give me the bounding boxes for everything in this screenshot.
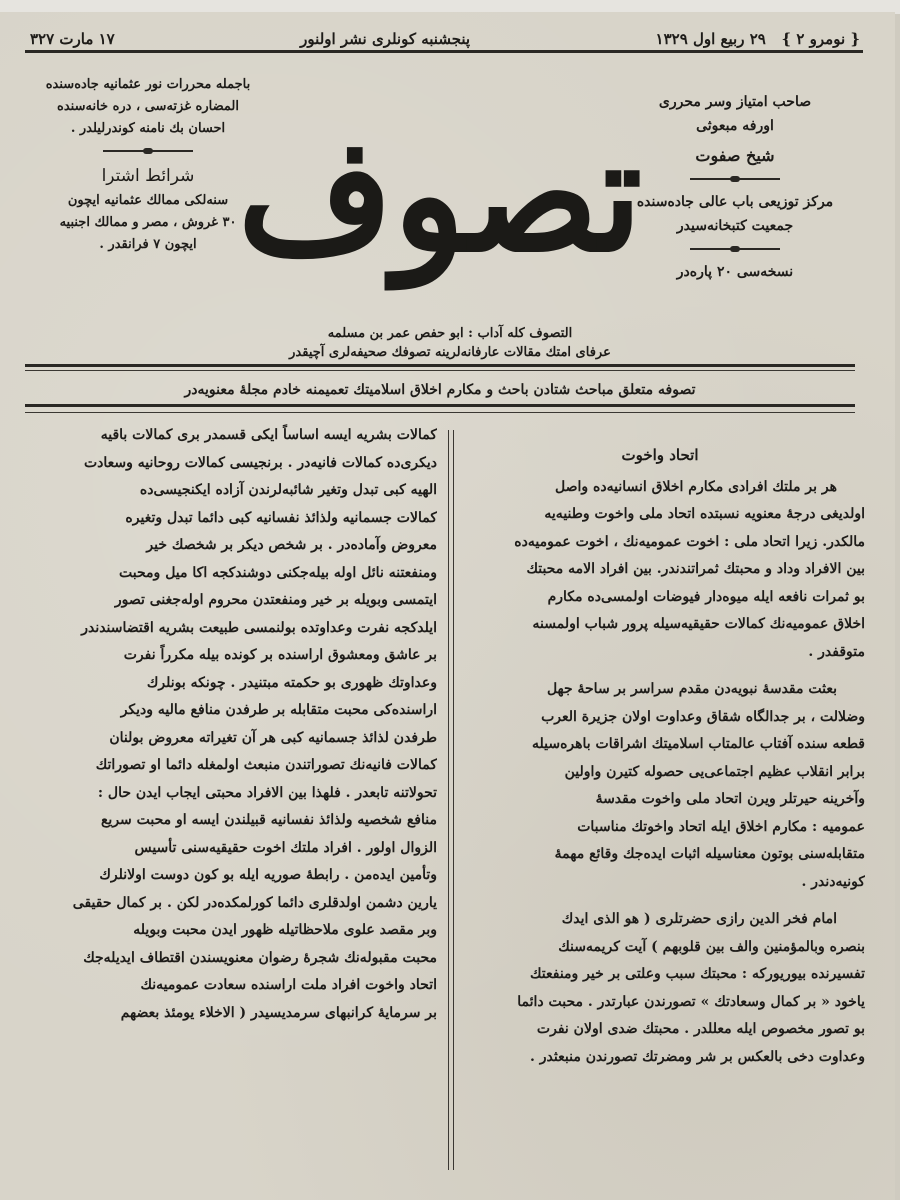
text-line: کمالات بشریه ایسه اساساً ایکی قسمدر بری کمالات باقیه [100,427,437,443]
text-line: اتحاد واخوت افراد ملت اراسنده سعادت عمومیه‌نك [140,977,437,993]
text-line: طرفدن لذائذ جسمانیه کبی هر آن تغیراته معروض بولنان [109,729,437,746]
text-line: دیکری‌ده کمالات فانیه‌در . برنجیسی کمالات روحانیه وسعادت [84,454,437,471]
text-line: کونیه‌دندر . [801,873,865,890]
subscription-line: ۳۰ غروش ، مصر و ممالك اجنبیه [59,215,237,230]
text-line: بو ثمرات نافعه ایله میوه‌دار فیوضات اولمسی‌ده مکارم [547,588,865,605]
text-line: وآخرینه حیرتلر ویرن اتحاد ملی واخوت مقدسهٔ [595,791,865,807]
text-line: ایلدکجه نفرت وعداوتده بولنمسی طبیعت بشریه اقتضاسندندر [81,619,437,636]
text-line: منافع شخصیه ولذائذ نفسانیه قبیلندن ایسه او محبت سریع [100,812,437,828]
text-line: قطعه سنده آفتاب عالمتاب اسلامیتك اشراقات باهره‌سیله [531,736,865,752]
rumi-date: ۱۷ مارت ۳۲۷ [30,30,115,48]
text-line: یارین دشمن اولدقلری دائما کورلمکده‌در لکن . بر کمال حقیقی [72,894,437,911]
issue-number: { نومرو ۲ } [781,30,860,48]
owner-line: صاحب امتیاز وسر محرری [658,94,812,110]
text-line: وضلالت ، بر جدالگاه شقاق وعداوت اولان جزیرة العرب [541,708,865,725]
issue-date-block [656,30,860,48]
owner-box [615,90,855,284]
text-line: تفسیرنده بیوریورکه : محبتك سبب وعلتی بر خیر ومنفعتك [529,966,865,982]
distribution-line: مرکز توزیعی باب عالی جاده‌سنده [636,194,834,210]
text-line: الزوال اولور . افراد ملتك اخوت حقیقیه‌سنی تأسیس [134,839,437,856]
correspondence-box [28,74,268,256]
text-line: متقابله‌سنی بوتون معناسیله اثبات ایده‌جك وقائع مهمهٔ [554,846,865,862]
text-line: کمالات جسمانیه ولذائذ نفسانیه کبی دائما تبدل وتغیره [125,509,437,526]
correspondence-line: احسان بك نامنه کوندرلیلدر . [70,121,226,136]
distribution-line: جمعیت کتبخانه‌سیدر [676,218,794,234]
dateline [30,26,860,52]
text-line: اولدیغی درجهٔ معنویه نسبتده اتحاد ملی واخوت وطنیه‌یه [544,506,865,522]
text-line: اخلاق عمومیه‌نك کمالات حقیقیه‌سیله پرور شباب اولمسنه [532,616,865,632]
article-title: اتحاد واخوت [621,446,699,464]
text-line: معروض وآماده‌در . بر شخص دیکر بر شخصك خیر [146,537,437,553]
masthead-title [237,67,643,322]
text-line: بعثت مقدسهٔ نبویه‌دن مقدم سراسر بر ساحهٔ جهل [546,681,837,697]
text-line: مالکدر. زیرا اتحاد ملی : اخوت عمومیه‌نك ، اخوت عمومیه‌ده [514,533,865,550]
text-line: بین الافراد وداد و محبتك ثمراتندندر. بین افراد الامه محبتك [526,561,865,577]
text-line: کمالات فانیه‌نك تصوراتندن منبعث اولمغله دائما او تصوراتك [95,757,437,773]
tagline-rule-bottom [25,404,855,407]
text-line: بر عاشق ومعشوق اراسنده بر کونده بیله مکرراً نفرت [123,647,437,663]
text-line: عمومیه : مکارم اخلاق ایله اتحاد واخوتك مناسبات [577,818,865,835]
text-line: یاخود « بر کمال وسعادتك » تصورندن عبارتدر . محبت دائما [517,993,865,1010]
motto [180,324,720,362]
text-line: بر سرمایهٔ کرانبهای سرمدیسیدر ( الاخلاء یومئذ بعضهم [120,1004,437,1021]
article-paragraph [455,906,865,1071]
text-line: ایتمسی وبویله بر خیر ومنفعتدن محروم اوله‌جغنی تصور [114,592,437,608]
tagline-rule-top-thin [25,370,855,371]
text-line: وتأمین ایده‌من . رابطهٔ صوریه ایله بو کون دوست اولانلرك [99,867,437,883]
text-line: وعداوت دخی بالعکس بر شر ومضرتك تصورندن منبعثدر . [530,1048,865,1065]
text-line: اراسنده‌کی محبت متقابله بر طرفدن منافع مالیه ودیکر [120,702,437,718]
header-rule [25,50,863,53]
motto-quote: التصوف کله آداب : ابو حفص عمر بن مسلمه [327,326,573,341]
text-line: امام فخر الدین رازی حضرتلری ( هو الذی ایدك [561,911,837,927]
subscription-line: ایچون ۷ فرانقدر . [99,237,197,252]
text-line: تحولاتنه تابعدر . فلهذا بین الافراد محبتی ایجاب ایدن حال : [97,784,437,801]
masthead-calligraphy: تصوف [237,102,643,287]
column-divider [448,430,454,1170]
article-paragraph [455,676,865,896]
text-line: الهیه کبی تبدل وتغیر شائبه‌لرندن آزاده ایکنجیسی‌ده [139,482,437,498]
ornamental-divider [690,178,780,180]
tagline-rule-top [25,364,855,367]
text-line: ومنفعتنه نائل اوله بیله‌جکنی دوشندکجه اکا میل ومحبت [119,564,437,581]
text-line: محبت مقبوله‌نك شجرهٔ رضوان معنویسندن اقتطاف ایدیله‌جك [83,949,437,966]
article-paragraph [455,474,865,667]
text-line: بو تصور مخصوص ایله معللدر . محبتك ضدی اولان نفرت [536,1021,865,1037]
newspaper-page [0,12,895,1200]
subscription-heading: شرائط اشترا [101,166,195,186]
ornamental-divider [103,150,193,152]
journal-tagline: تصوفه متعلق مباحث شتادن باحث و مکارم اخلاق اسلامیتك تعمیمنه خادم مجلهٔ معنویه‌در [184,382,696,398]
article-ittihad-ve-uhuvvet [455,432,865,1071]
owner-name: شیخ صفوت [695,146,775,165]
correspondence-line: المضاره غزته‌سی ، دره خانه‌سنده [57,99,239,114]
text-line: متوقفدر . [808,643,865,660]
text-line: وعداوتك ظهوری بو حکمته مبتنیدر . چونکه بونلرك [146,674,437,691]
text-line: وبر مقصد علوی ملاحظاتیله ظهور ایدن محبت وبویله [133,922,437,938]
ornamental-divider [690,248,780,250]
motto-subtitle: عرفای امتك مقالات عارفانه‌لرینه تصوفك صحیفه‌لری آچیقدر [289,345,611,360]
correspondence-line: باجمله محررات نور عثمانیه جاده‌سنده [45,77,251,92]
tagline-rule-bottom-thin [25,412,855,413]
subscription-line: سنه‌لکی ممالك عثمانیه ایچون [67,193,229,208]
issue-price: نسخه‌سی ۲۰ پاره‌در [676,264,794,280]
text-line: برابر انقلاب عظیم اجتماعی‌یی حصوله کتیرن واولین [564,763,865,780]
publication-schedule: پنجشنبه کونلری نشر اولنور [300,30,471,48]
hijri-date: ۲۹ ربیع اول ۱۳۲۹ [655,30,766,48]
article-continuation [22,422,437,1027]
text-line: هر بر ملتك افرادی مکارم اخلاق انسانیه‌ده واصل [555,478,837,495]
owner-line: اورفه مبعوثی [696,118,774,134]
text-line: بنصره وبالمؤمنین والف بین قلوبهم ) آیت کریمه‌سنك [558,938,865,955]
